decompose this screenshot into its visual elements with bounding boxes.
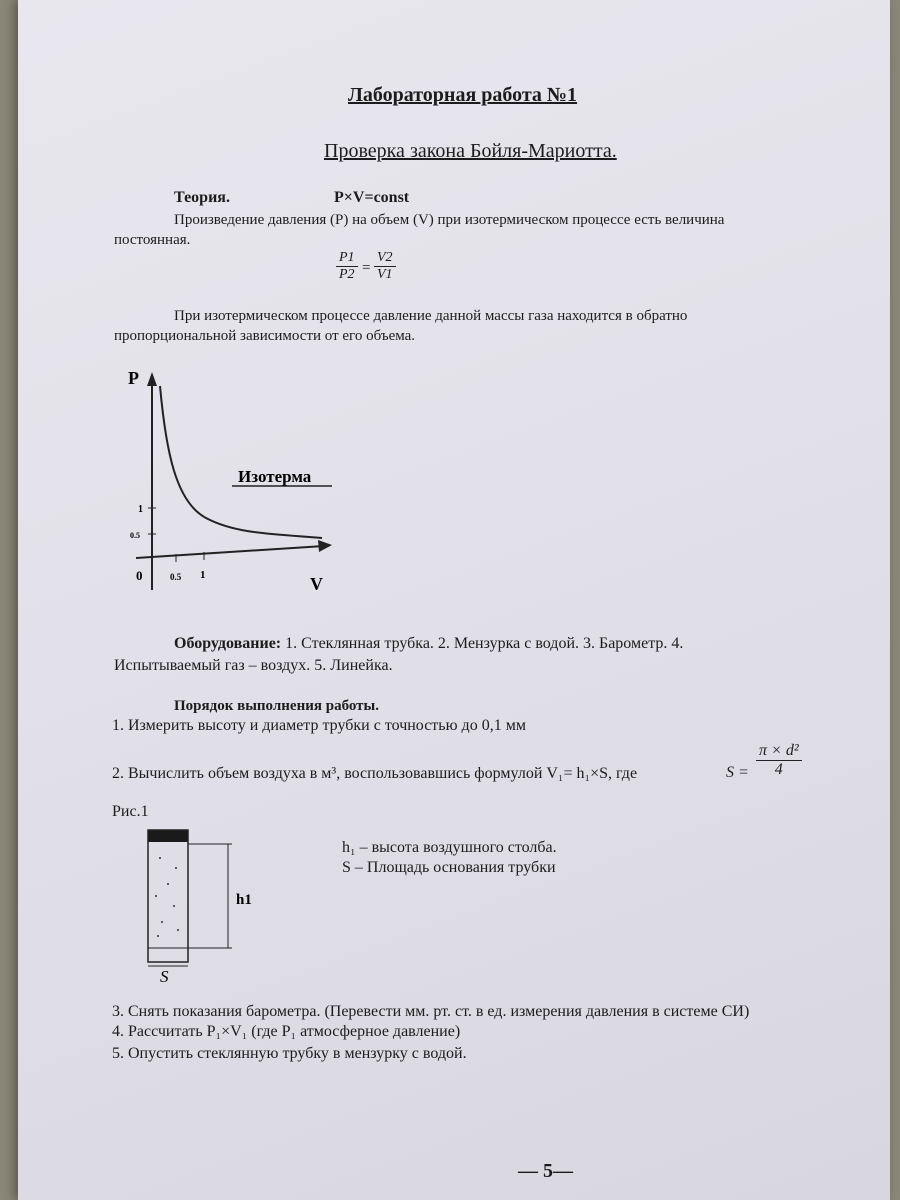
tube-figure: [130, 824, 250, 996]
figure-label: Рис.1: [112, 803, 149, 820]
formula-v1: V1: [377, 267, 393, 282]
tube-air-dots: [155, 857, 179, 937]
tube-stopper: [148, 830, 188, 842]
legend-s: S – Площадь основания трубки: [342, 859, 556, 876]
procedure-step4: 4. Рассчитать P₁×V₁ (где P₁ атмосферное давление): [112, 1023, 461, 1040]
s-formula-den: 4: [774, 761, 783, 778]
y-axis-label: P: [128, 368, 139, 388]
formula-v-fraction: [374, 250, 396, 283]
theory-para2-line1: При изотермическом процессе давление данной массы газа находится в обратно: [174, 308, 688, 324]
procedure-step5: 5. Опустить стеклянную трубку в мензурку с водой.: [112, 1045, 467, 1062]
theory-heading: Теория.: [174, 189, 230, 206]
formula-v2: V2: [374, 250, 396, 267]
page: [18, 0, 890, 1200]
formula-p1: P1: [336, 250, 358, 267]
y-tick-1-label: 1: [138, 504, 143, 515]
x-axis-label: V: [310, 574, 323, 594]
s-formula-num: π × d²: [756, 742, 802, 761]
procedure-step2: 2. Вычислить объем воздуха в м³, воспользовавшись формулой V₁= h₁×S, где: [112, 765, 638, 782]
equipment-heading: Оборудование:: [174, 635, 282, 652]
isotherm-curve: [160, 386, 322, 538]
h1-label: h1: [236, 892, 252, 908]
s-label: S: [160, 967, 169, 986]
isotherm-graph: [114, 362, 354, 602]
page-number: — 5—: [518, 1160, 573, 1182]
tube-outline: [148, 830, 188, 962]
formula-equals: =: [362, 260, 371, 276]
procedure-step1: 1. Измерить высоту и диаметр трубки с точностью до 0,1 мм: [112, 717, 526, 734]
equipment-text-line1: 1. Стеклянная трубка. 2. Мензурка с водой. 3. Барометр. 4.: [281, 635, 684, 652]
equipment-line1: [174, 634, 683, 654]
theory-law: P×V=const: [334, 189, 410, 206]
y-tick-05-label: 0.5: [130, 531, 140, 540]
formula-p2: P2: [339, 267, 355, 282]
x-tick-05-label: 0.5: [170, 572, 182, 582]
x-axis-line: [136, 546, 324, 558]
equipment-text-line2: Испытываемый газ – воздух. 5. Линейка.: [114, 657, 393, 674]
x-tick-1-label: 1: [200, 569, 206, 581]
page-subtitle: Проверка закона Бойля-Мариотта.: [324, 140, 617, 162]
legend-h1: h₁ – высота воздушного столба.: [342, 839, 557, 856]
s-formula-fraction: [756, 742, 802, 779]
origin-label: 0: [136, 568, 143, 583]
formula-p-fraction: [336, 250, 358, 283]
y-axis-arrow-icon: [147, 372, 157, 386]
isotherm-label: Изотерма: [238, 467, 312, 486]
theory-text-line1: Произведение давления (P) на объем (V) при изотермическом процессе есть величина: [174, 212, 725, 228]
s-formula-left: S =: [726, 764, 749, 781]
procedure-step3: 3. Снять показания барометра. (Перевести мм. рт. ст. в ед. измерения давления в системе СИ): [112, 1003, 750, 1020]
procedure-heading: Порядок выполнения работы.: [174, 698, 380, 714]
x-axis-arrow-icon: [318, 540, 332, 552]
page-title: Лабораторная работа №1: [348, 84, 578, 106]
theory-text-line2: постоянная.: [114, 232, 191, 248]
theory-para2-line2: пропорциональной зависимости от его объема.: [114, 328, 416, 344]
